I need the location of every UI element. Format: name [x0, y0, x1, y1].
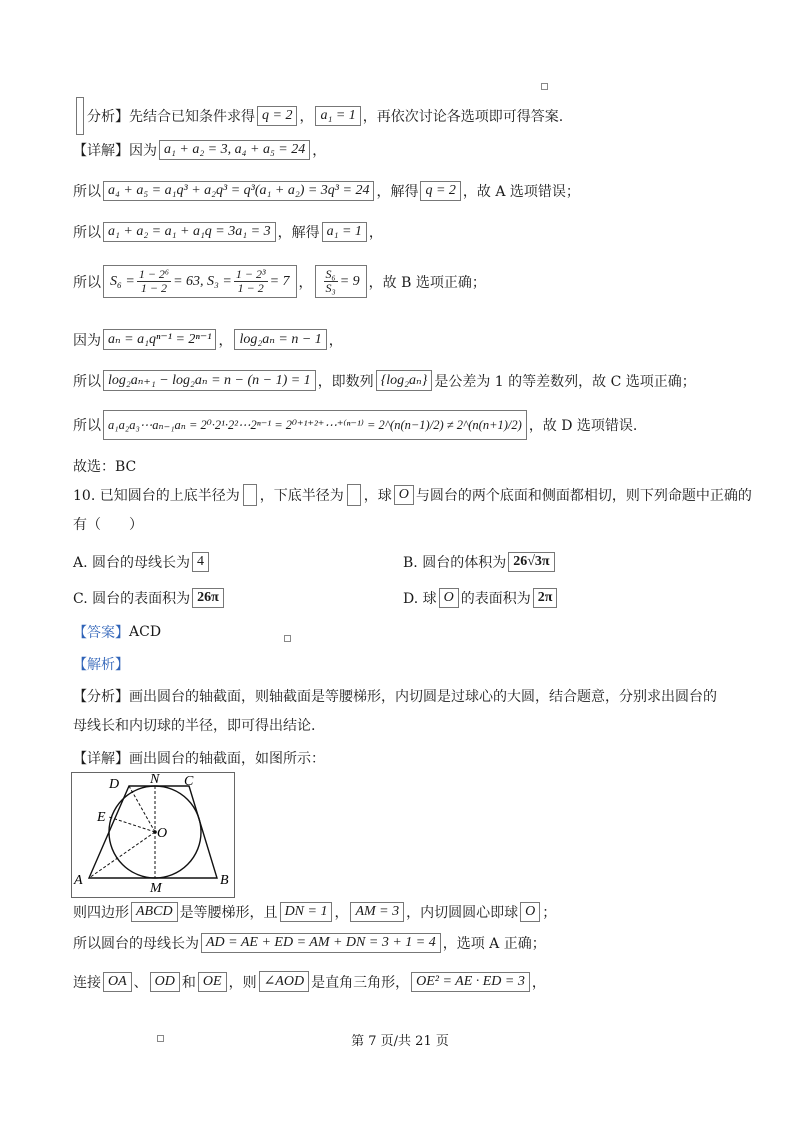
option-c: [73, 588, 226, 608]
numerator: 1 − 2³: [235, 267, 266, 281]
label-m: M: [150, 881, 162, 896]
formula-box: OA: [103, 972, 132, 992]
text: ，: [334, 905, 349, 921]
formula-box: O: [394, 485, 414, 505]
frustum-axial-section-figure: [71, 772, 235, 898]
xiangjie-line: [73, 748, 325, 768]
text: 则四边形: [73, 905, 129, 921]
text: 所以: [73, 225, 101, 241]
od-line: [129, 786, 155, 832]
formula-box: O: [520, 902, 540, 922]
fenxi-line: [73, 686, 717, 706]
formula-box: a₁ + a₂ = a₁ + a₁q = 3a₁ = 3: [103, 222, 276, 242]
formula-box: DN = 1: [280, 902, 333, 922]
detail-line: [73, 140, 326, 160]
fraction: [137, 268, 171, 295]
figure-frame: [72, 773, 235, 898]
text: 有（ ）: [73, 517, 143, 533]
text: B. 圆台的体积为: [403, 555, 507, 571]
formula-box: 26π: [192, 588, 224, 608]
formula-box: 4: [192, 552, 209, 572]
text: 、: [133, 974, 148, 991]
formula-box: O: [439, 588, 459, 608]
text: ，: [218, 332, 233, 349]
formula-box: 2π: [533, 588, 558, 608]
formula-box: log₂aₙ₊₁ − log₂aₙ = n − (n − 1) = 1: [103, 370, 316, 391]
solve-q-line: [73, 181, 580, 201]
formula-box: [315, 265, 367, 298]
text: 画出圆台的轴截面，则轴截面是等腰梯形，内切圆是过球心的大圆，结合题意，分别求出圆台的: [129, 689, 717, 705]
text: 所以: [73, 184, 101, 200]
text: 所以: [73, 373, 101, 390]
text: ，选项 A 正确；: [442, 936, 546, 952]
formula-box: [103, 265, 297, 298]
formula-box: log₂aₙ = n − 1: [234, 329, 326, 350]
answer-line: [73, 622, 161, 642]
general-term-line: [73, 329, 343, 350]
connect-line: [73, 971, 546, 992]
formula-box: q = 2: [420, 181, 460, 201]
formula-box: q = 2: [257, 106, 297, 126]
text: ，故 D 选项错误.: [528, 418, 638, 434]
formula-box: a₁ = 1: [322, 222, 367, 242]
formula-box: OE: [198, 972, 227, 992]
numerator: 1 − 2⁶: [138, 267, 170, 281]
text: ，再依次讨论各选项即可得答案.: [362, 109, 564, 125]
label-o: O: [157, 826, 168, 841]
text: ；: [542, 905, 557, 921]
option-d: [403, 588, 559, 608]
text: 故选：BC: [73, 459, 137, 475]
text: 10. 已知圆台的上底半径为: [73, 488, 240, 504]
answer-label: 【答案】: [73, 625, 129, 641]
text: = 7: [269, 273, 290, 289]
trapezoid-line: [73, 902, 556, 922]
text: ，则: [228, 974, 257, 991]
text: ，故 A 选项错误；: [462, 184, 580, 200]
xiangjie-label: 【详解】: [73, 751, 129, 767]
text: 连接: [73, 974, 101, 991]
label-n: N: [150, 772, 160, 787]
question-10-cont: [73, 514, 143, 534]
cut-bracket: [76, 97, 84, 135]
denominator: 1 − 2: [237, 281, 264, 295]
text: 和: [181, 974, 196, 991]
text: 母线长和内切球的半径，即可得出结论.: [73, 718, 316, 734]
jiexi-line: [73, 654, 129, 674]
fenxi-label: 【分析】: [73, 689, 129, 705]
product-line: [73, 410, 637, 440]
numerator: S₆: [325, 267, 336, 281]
label-a: A: [74, 873, 83, 888]
formula-box: a₄ + a₅ = a₁q³ + a₂q³ = q³(a₁ + a₂) = 3q³ = 24: [103, 181, 374, 201]
text: ，: [531, 974, 546, 991]
text: 所以: [73, 274, 101, 291]
text: ，解得: [277, 225, 320, 241]
question-10: [73, 484, 752, 506]
sum-line: [73, 265, 486, 298]
oe-line: [109, 817, 155, 832]
formula-box: ABCD: [131, 902, 178, 922]
text: ，故 B 选项正确；: [368, 274, 486, 291]
text: D. 球: [403, 591, 437, 607]
answer-value: ACD: [129, 624, 162, 640]
label-b: B: [220, 873, 229, 888]
text: S₆ =: [110, 273, 135, 289]
formula-box: 26√3π: [508, 552, 554, 572]
formula-box: {log₂aₙ}: [376, 370, 433, 391]
formula-box: OD: [150, 972, 180, 992]
text: 【详解】因为: [73, 143, 157, 159]
option-b: [403, 552, 557, 572]
text: 是公差为 1 的等差数列，故 C 选项正确；: [434, 373, 696, 390]
blank-lower-radius: [347, 484, 361, 506]
text: 与圆台的两个底面和侧面都相切，则下列命题中正确的: [415, 488, 752, 504]
choice-line: [73, 456, 136, 476]
solve-a1-line: [73, 222, 383, 242]
text: ，: [299, 109, 314, 125]
page-footer: 第 7 页/共 21 页: [351, 1034, 449, 1049]
slant-height-line: [73, 933, 546, 953]
text: 因为: [73, 332, 101, 349]
text: 是等腰梯形，且: [179, 905, 278, 921]
denominator: 1 − 2: [140, 281, 168, 295]
text: = 63, S₃ =: [173, 273, 232, 289]
fraction: [324, 268, 338, 295]
formula-box: AD = AE + ED = AM + DN = 3 + 1 = 4: [201, 933, 441, 953]
text: 所以: [73, 418, 101, 434]
text: = 9: [339, 273, 360, 289]
marker-square: [541, 83, 548, 90]
text: 分析】先结合已知条件求得: [87, 109, 255, 125]
text: ，: [328, 332, 343, 349]
text: 所以圆台的母线长为: [73, 936, 199, 952]
fenxi-line-2: [73, 715, 315, 735]
text: ，内切圆圆心即球: [406, 905, 519, 921]
text: 画出圆台的轴截面，如图所示：: [129, 751, 325, 767]
text: ，: [368, 225, 383, 241]
text: 的表面积为: [460, 591, 531, 607]
blank-upper-radius: [243, 484, 257, 506]
formula-box: aₙ = a₁qⁿ⁻¹ = 2ⁿ⁻¹: [103, 329, 216, 350]
marker-square: [284, 635, 291, 642]
formula-box: ∠AOD: [259, 971, 310, 992]
log-sequence-line: [73, 370, 696, 391]
text: ，球: [363, 488, 392, 504]
fraction: [234, 268, 268, 295]
text: ，解得: [376, 184, 419, 200]
text: ，: [312, 143, 327, 159]
jiexi-label: 【解析】: [73, 657, 129, 673]
formula-box: OE² = AE · ED = 3: [411, 972, 530, 992]
denominator: S₃: [325, 281, 336, 295]
text: ，下底半径为: [259, 488, 344, 504]
formula-box: a₁a₂a₃⋯aₙ₋₁aₙ = 2⁰·2¹·2²⋯2ⁿ⁻¹ = 2⁰⁺¹⁺²⁺⋯⁺⁽ⁿ⁻¹⁾ = 2^(n(n−1)/2) ≠ 2^(n(n+1)/2): [103, 410, 527, 440]
analysis-line: [73, 97, 563, 135]
text: C. 圆台的表面积为: [73, 591, 191, 607]
text: ，: [298, 274, 313, 291]
label-e: E: [97, 810, 106, 825]
text: 是直角三角形，: [311, 974, 410, 991]
option-a: [73, 552, 211, 572]
formula-box: a₁ + a₂ = 3, a₄ + a₅ = 24: [159, 140, 310, 160]
formula-box: AM = 3: [350, 902, 404, 922]
text: ，即数列: [317, 373, 374, 390]
text: A. 圆台的母线长为: [73, 555, 191, 571]
label-c: C: [184, 774, 194, 789]
formula-box: a₁ = 1: [315, 106, 360, 126]
label-d: D: [109, 777, 120, 792]
